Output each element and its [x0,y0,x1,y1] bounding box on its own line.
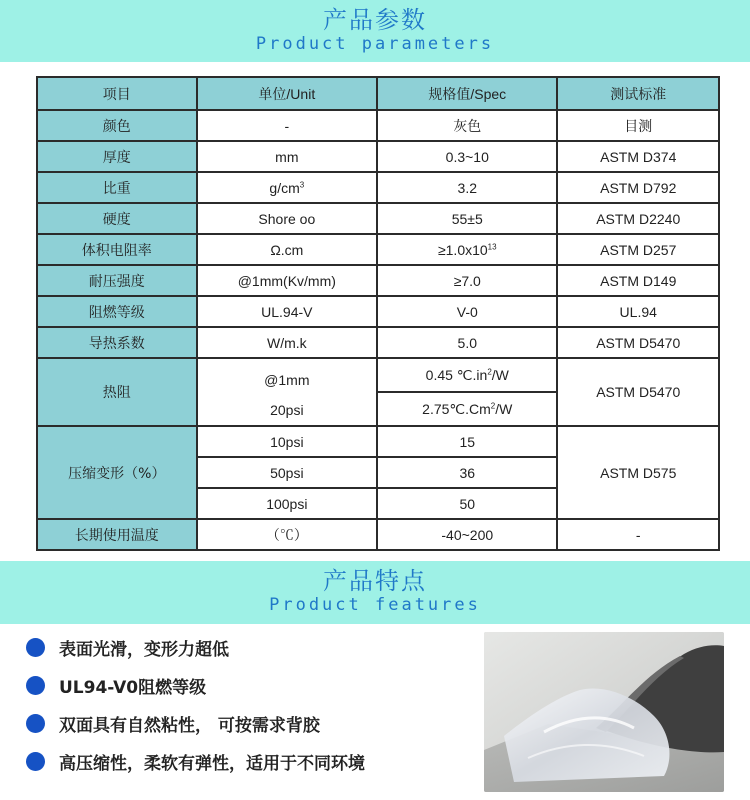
row-label: 体积电阻率 [37,234,197,265]
bullet-dot-icon [26,752,45,771]
spec-superscript: 2 [487,366,492,376]
spec-cell: -40~200 [377,519,557,550]
unit-superscript: 3 [299,179,305,189]
standard-cell: ASTM D575 [557,426,719,519]
unit-cell: 100psi [197,488,377,519]
row-label: 颜色 [37,110,197,141]
spec-cell: 15 [377,426,557,457]
feature-text: UL94-V0阻燃等级 [59,677,207,698]
row-label: 压缩变形（%） [37,426,197,519]
column-header-spec: 规格值/Spec [377,77,557,110]
table-row [37,203,719,234]
bullet-dot-icon [26,714,45,733]
spec-cell: V-0 [377,296,557,327]
standard-cell: ASTM D5470 [557,327,719,358]
row-label: 硬度 [37,203,197,234]
table-row [37,519,719,550]
features-title-cn: 产品特点 [323,567,427,595]
table-row [37,141,719,172]
table-row [37,110,719,141]
unit-line-2: 20psi [270,402,304,418]
unit-cell: mm [197,141,377,172]
spec-cell: 3.2 [377,172,557,203]
table-row [37,265,719,296]
unit-line-1: @1mm [264,372,310,388]
spec-cell: 灰色 [377,110,557,141]
standard-cell: ASTM D792 [557,172,719,203]
row-label: 耐压强度 [37,265,197,296]
bullet-dot-icon [26,638,45,657]
table-header-row [37,77,719,110]
parameters-title-en: Product parameters [255,34,495,54]
thermal-pad-illustration [484,632,724,792]
table-row [37,426,719,457]
features-list [26,628,365,780]
spec-cell [377,234,557,265]
bullet-dot-icon [26,676,45,695]
list-item [26,704,365,742]
table-row [37,296,719,327]
standard-cell: ASTM D374 [557,141,719,172]
parameters-banner [0,0,750,62]
unit-cell: @1mm(Kv/mm) [197,265,377,296]
column-header-standard: 测试标准 [557,77,719,110]
table-row [37,172,719,203]
spec-cell: 5.0 [377,327,557,358]
spec-superscript: 2 [490,400,496,410]
list-item [26,628,365,666]
row-label: 热阻 [37,358,197,426]
row-label: 导热系数 [37,327,197,358]
spec-cell: 50 [377,488,557,519]
standard-cell: - [557,519,719,550]
parameters-table [36,76,720,551]
spec-cell: 0.3~10 [377,141,557,172]
feature-text: 高压缩性，柔软有弹性，适用于不同环境 [59,753,365,774]
table-row [37,327,719,358]
spec-tail: /W [491,366,509,383]
spec-cell: 36 [377,457,557,488]
feature-text: 双面具有自然粘性， 可按需求背胶 [59,715,320,736]
list-item [26,742,365,780]
spec-cell [377,358,557,392]
spec-tail: /W [495,400,513,417]
spec-superscript: 13 [487,241,497,251]
row-label: 厚度 [37,141,197,172]
standard-cell: UL.94 [557,296,719,327]
spec-text: ≥1.0x10 [437,241,488,258]
unit-cell: Shore oo [197,203,377,234]
parameters-title-cn: 产品参数 [323,6,427,34]
table-row [37,358,719,392]
unit-cell: 50psi [197,457,377,488]
standard-cell: ASTM D5470 [557,358,719,426]
table-row [37,234,719,265]
standard-cell: ASTM D257 [557,234,719,265]
unit-cell [197,358,377,426]
spec-cell: ≥7.0 [377,265,557,296]
row-label: 比重 [37,172,197,203]
unit-cell: UL.94-V [197,296,377,327]
standard-cell: 目测 [557,110,719,141]
list-item [26,666,365,704]
unit-cell: W/m.k [197,327,377,358]
feature-text: 表面光滑，变形力超低 [59,639,229,660]
unit-cell: 10psi [197,426,377,457]
spec-text: 2.75℃.Cm [422,400,491,417]
column-header-item: 项目 [37,77,197,110]
spec-cell [377,392,557,426]
features-banner [0,561,750,624]
row-label: 阻燃等级 [37,296,197,327]
column-header-unit: 单位/Unit [197,77,377,110]
unit-cell: （℃） [197,519,377,550]
features-title-en: Product features [269,595,481,615]
unit-cell: Ω.cm [197,234,377,265]
spec-text: 0.45 ℃.in [425,366,488,383]
row-label: 长期使用温度 [37,519,197,550]
spec-cell: 55±5 [377,203,557,234]
standard-cell: ASTM D149 [557,265,719,296]
product-photo [484,632,724,792]
standard-cell: ASTM D2240 [557,203,719,234]
unit-cell: - [197,110,377,141]
unit-text: g/cm [269,179,300,196]
unit-cell [197,172,377,203]
